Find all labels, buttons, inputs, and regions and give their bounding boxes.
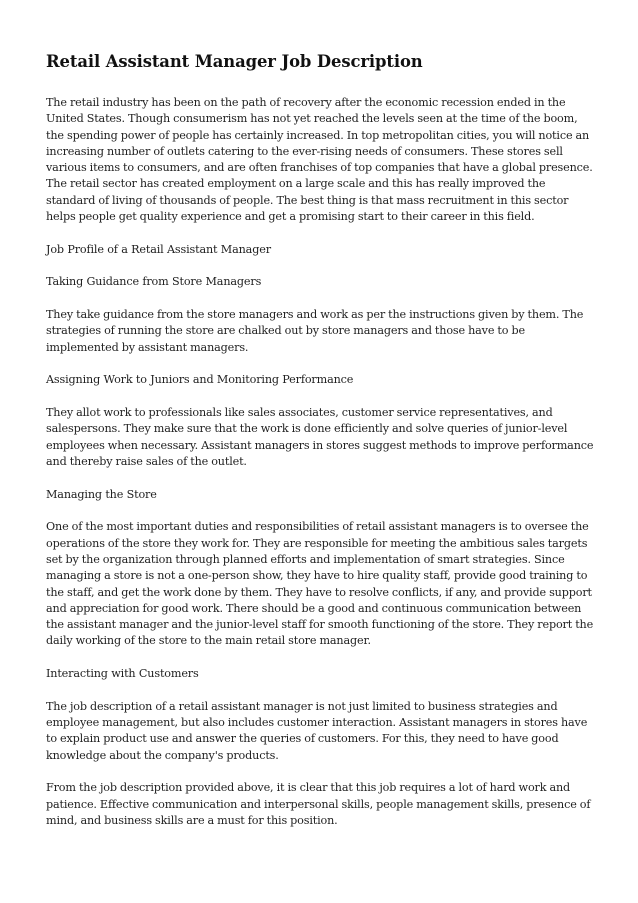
paragraph-managing-store: One of the most important duties and responsibilities of retail assistant managers is to oversee the operations of the store they work for. They are responsible for meeting the ambitious sales targets set by the organization through planned efforts and implementation of smart strategies. Since managing a store is not a one-person show, they have to hire quality staff, provide good training to the staff, and get the work done by them. They have to resolve conflicts, if any, and provide support and appreciation for good work. There should be a good and continuous communication between the assistant manager and the junior-level staff for smooth functioning of the store. They report the daily working of the store to the main retail store manager. bbox=[46, 520, 594, 648]
paragraph-assigning-work: They allot work to professionals like sales associates, customer service representatives, and salespersons. They make sure that the work is done efficiently and solve queries of junior-level employees when necessary. Assistant managers in stores suggest methods to improve performance and thereby raise sales of the outlet. bbox=[46, 406, 594, 468]
paragraph-interacting-customers: The job description of a retail assistant manager is not just limited to business strategies and employee management, but also includes customer interaction. Assistant managers in stores have to explain product use and answer the queries of customers. For this, they need to have good knowledge about the company's products. bbox=[46, 699, 588, 762]
section-heading-interacting-customers: Interacting with Customers bbox=[46, 667, 199, 681]
conclusion-paragraph: From the job description provided above, it is clear that this job requires a lot of hard work and patience. Effective communication and interpersonal skills, people management skills, presence of mind, and business skills are a must for this position. bbox=[46, 781, 591, 827]
page-title: Retail Assistant Manager Job Description bbox=[46, 52, 423, 71]
section-heading-taking-guidance: Taking Guidance from Store Managers bbox=[46, 275, 262, 289]
paragraph-taking-guidance: They take guidance from the store managers and work as per the instructions given by them. The strategies of running the store are chalked out by store managers and those have to be implemented by assistant managers. bbox=[46, 308, 584, 354]
section-heading-job-profile: Job Profile of a Retail Assistant Manager bbox=[46, 242, 271, 256]
document-page bbox=[46, 52, 594, 846]
intro-paragraph: The retail industry has been on the path of recovery after the economic recession ended in the United States. Though consumerism has not yet reached the levels seen at the time of the boom, the spending power of people has certainly increased. In top metropolitan cities, you will notice an increasing number of outlets catering to the ever-rising needs of consumers. These stores sell various items to consumers, and are often franchises of top companies that have a global presence. The retail sector has created employment on a large scale and this has really improved the standard of living of thousands of people. The best thing is that mass recruitment in this sector helps people get quality experience and get a promising start to their career in this field. bbox=[46, 96, 593, 224]
section-heading-assigning-work: Assigning Work to Juniors and Monitoring Performance bbox=[46, 373, 354, 387]
section-heading-managing-store: Managing the Store bbox=[46, 487, 157, 501]
